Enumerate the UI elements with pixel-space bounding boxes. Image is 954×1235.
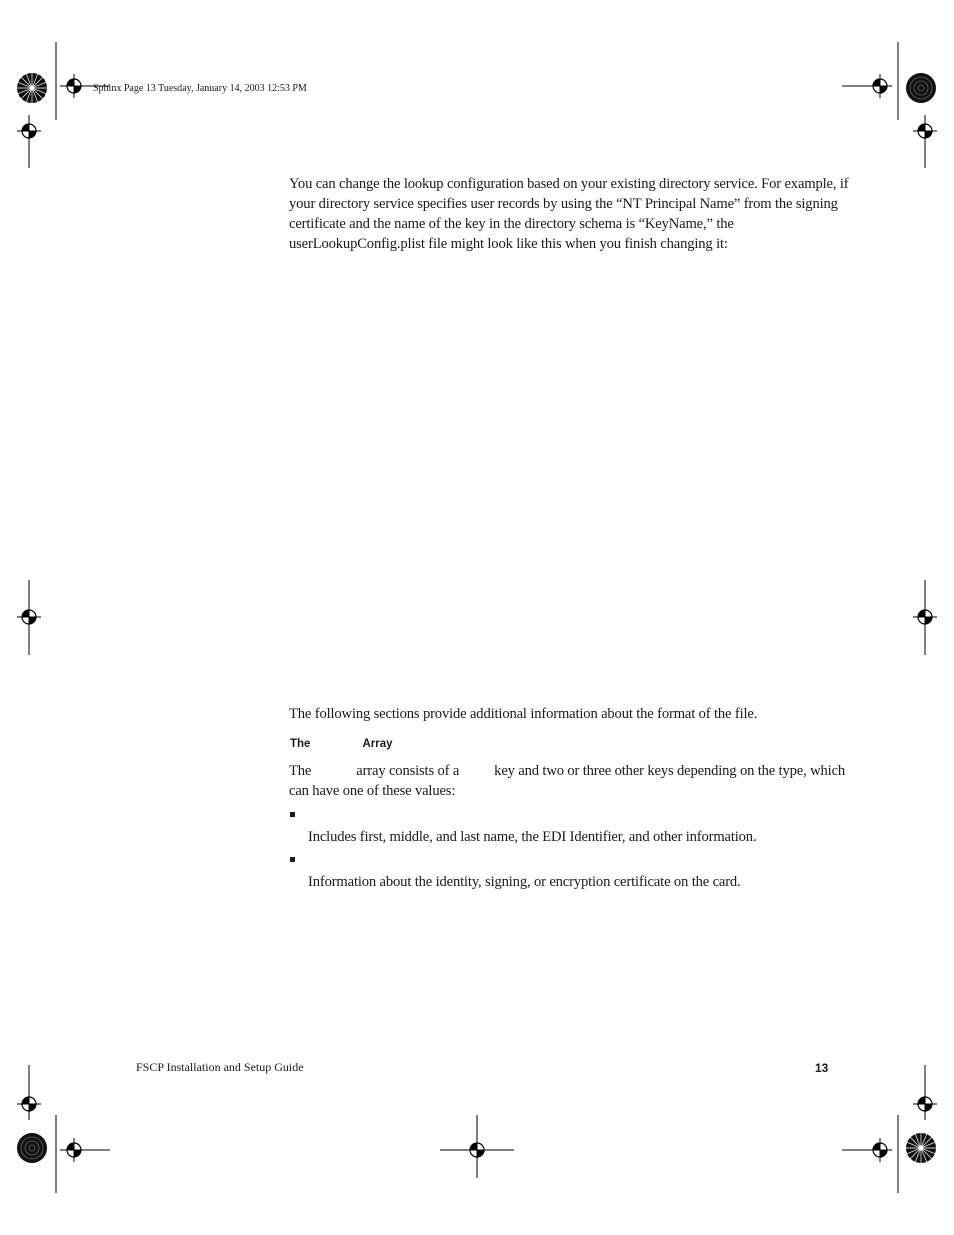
section-heading <box>290 738 393 750</box>
section-heading-word-1: The <box>290 738 311 750</box>
bullet-marker <box>290 857 295 862</box>
bullet-description: Information about the identity, signing, or encryption certificate on the card. <box>308 874 741 890</box>
intro-paragraph: You can change the lookup configuration based on your existing directory service. For example, if your directory service specifies user records by using the “NT Principal Name” from the signing certificate and the name of the key in the directory schema is “KeyName,” the userLookupConfig.plist file might look like this when you finish changing it: <box>289 176 849 252</box>
footer-book-title: FSCP Installation and Setup Guide <box>136 1060 304 1074</box>
array-paragraph <box>289 761 849 801</box>
array-paragraph-part-1: The <box>289 763 312 779</box>
following-paragraph: The following sections provide additional information about the format of the file. <box>289 706 758 722</box>
section-heading-word-2: Array <box>362 738 393 750</box>
bullet-description: Includes first, middle, and last name, the EDI Identifier, and other information. <box>308 829 757 845</box>
array-paragraph-part-2: array consists of a <box>356 763 460 779</box>
bullet-marker <box>290 812 295 817</box>
array-paragraph-part-3: key and two or three other keys depending on the type, which can have one of these values: <box>289 763 846 799</box>
print-slug: Sphinx Page 13 Tuesday, January 14, 2003 12:53 PM <box>93 83 307 94</box>
footer-page-number: 13 <box>815 1061 829 1075</box>
